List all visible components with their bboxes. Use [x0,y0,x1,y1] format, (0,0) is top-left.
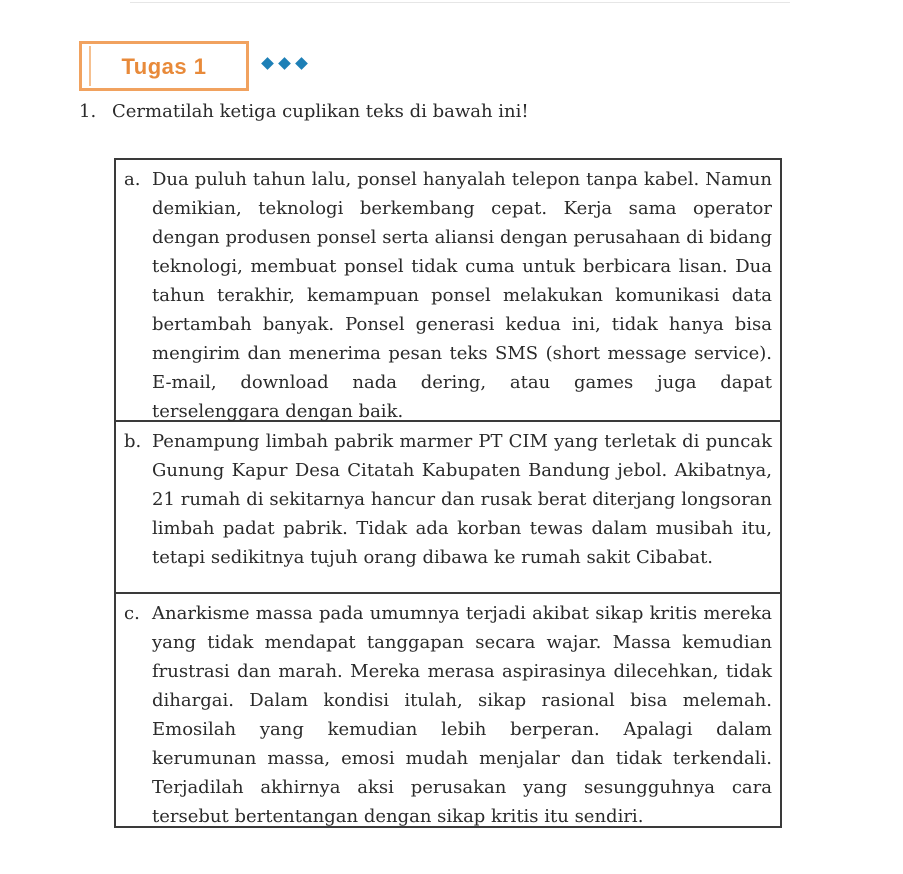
instruction-number: 1. [79,101,97,122]
excerpt-text: Penampung limbah pabrik marmer PT CIM yang terletak di puncak Gunung Kapur Desa Citatah Kabupaten Bandung jebol. Akibatnya, 21 rumah di sekitarnya hancur dan rusak berat diterjang longsoran limbah padat pabrik. Tidak ada korban tewas dalam musibah itu, tetapi sedikitnya tujuh orang dibawa ke rumah sakit Cibabat. [152,431,772,568]
excerpt-row-a [116,160,780,422]
excerpt-text: Anarkisme massa pada umumnya terjadi akibat sikap kritis mereka yang tidak mendapat tanggapan secara wajar. Massa kemudian frustrasi dan marah. Mereka merasa aspirasinya dilecehkan, tidak dihargai. Dalam kondisi itulah, sikap rasional bisa melemah. Emosilah yang kemudian lebih berperan. Apalagi dalam kerumunan massa, emosi mudah menjalar dan tidak terkendali. Terjadilah akhirnya aksi perusakan yang sesungguhnya cara tersebut bertentangan dengan sikap kritis itu sendiri. [152,603,772,827]
excerpt-letter: c. [124,603,140,624]
excerpt-letter: a. [124,169,141,190]
diamond-ornament [261,57,308,70]
instruction-line [79,101,529,122]
excerpt-row-c [116,594,780,826]
task-heading-label: Tugas 1 [121,54,207,79]
excerpt-letter: b. [124,431,142,452]
instruction-text: Cermatilah ketiga cuplikan teks di bawah ini! [112,101,529,122]
top-divider [130,2,790,3]
excerpt-text: Dua puluh tahun lalu, ponsel hanyalah telepon tanpa kabel. Namun demikian, teknologi berkembang cepat. Kerja sama operator dengan produsen ponsel serta aliansi dengan perusahaan di bidang teknologi, membuat ponsel tidak cuma untuk berbicara lisan. Dua tahun terakhir, kemampuan ponsel melakukan komunikasi data bertambah banyak. Ponsel generasi kedua ini, tidak hanya bisa mengirim dan menerima pesan teks SMS (short message service). E-mail, download nada dering, atau games juga dapat terselenggara dengan baik. [152,169,772,422]
diamond-icon [295,57,308,70]
diamond-icon [278,57,291,70]
excerpt-table [114,158,782,828]
excerpt-row-b [116,422,780,594]
diamond-icon [261,57,274,70]
task-heading-box [79,41,249,91]
